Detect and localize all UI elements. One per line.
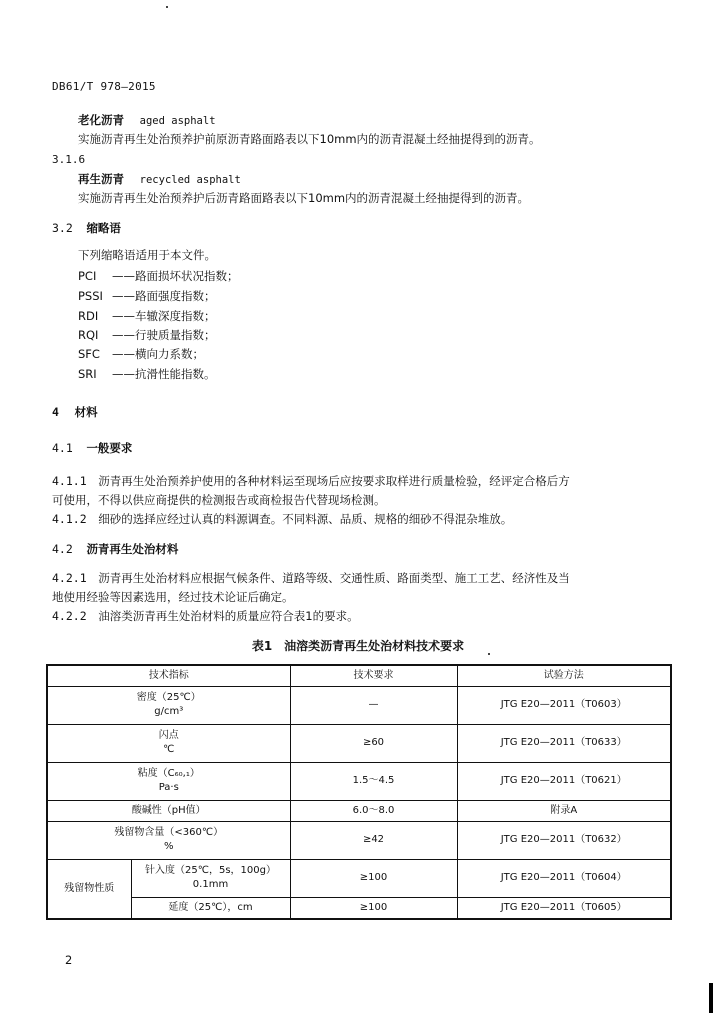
requirement-cell: — [290,686,457,724]
header-method: 试验方法 [457,665,671,686]
page-number: 2 [65,953,73,967]
abbr-item [78,346,204,362]
method-cell: JTG E20—2011（T0605） [457,897,671,919]
scan-speck [166,6,168,8]
header-requirement: 技术要求 [290,665,457,686]
abbr-desc: ——行驶质量指数； [112,328,216,342]
indicator-name: 残留物含量（<360℃） [114,827,224,838]
term-recycled-cn: 再生沥青 [78,172,124,186]
abbr-item [78,327,216,343]
indicator-name: 针入度（25℃，5s，100g） [145,865,276,876]
section-number: 4.2 [52,542,73,556]
clause-4-1-1-line1 [52,473,570,489]
indicator-name: 密度（25℃） [136,692,201,703]
indicator-name: 粘度（C₆₀,₁） [137,768,200,779]
indicator-cell [47,762,290,800]
indicator-unit: 0.1mm [192,879,229,890]
abbr-item [78,288,216,304]
method-cell: JTG E20—2011（T0632） [457,821,671,859]
clause-4-2-1-line2: 地使用经验等因素选用，经过技术论证后确定。 [52,590,294,604]
term-recycled-en: recycled asphalt [139,174,241,186]
abbr-item [78,366,216,382]
indicator-unit: % [163,841,174,852]
table-row [47,686,671,724]
term-aged-cn: 老化沥青 [78,113,124,127]
indicator-name: 闪点 [158,730,179,741]
abbr-intro: 下列缩略语适用于本文件。 [78,248,216,262]
abbr-code: SFC [78,347,100,361]
table-row [47,897,671,919]
term-aged [78,112,216,129]
abbr-item [78,268,239,284]
clause-4-2-1-line1 [52,570,570,586]
requirement-cell: 6.0～8.0 [290,800,457,821]
requirement-cell: 1.5～4.5 [290,762,457,800]
indicator-cell [131,859,290,897]
clause-number: 4.1.1 [52,474,87,488]
abbr-desc: ——路面损坏状况指数； [112,269,239,283]
indicator-unit: g/cm³ [154,706,184,717]
abbr-code: PSSI [78,289,103,303]
table-row [47,800,671,821]
section-heading-4-2 [52,541,178,557]
abbr-desc: ——路面强度指数； [112,289,216,303]
term-aged-definition: 实施沥青再生处治预养护前原沥青路面路表以下10mm内的沥青混凝土经抽提得到的沥青。 [78,132,541,146]
table-row [47,821,671,859]
method-cell: JTG E20—2011（T0603） [457,686,671,724]
abbr-code: SRI [78,367,97,381]
term-recycled-definition: 实施沥青再生处治预养护后沥青路面路表以下10mm内的沥青混凝土经抽提得到的沥青。 [78,191,530,205]
table-caption: 表1 油溶类沥青再生处治材料技术要求 [251,639,465,653]
indicator-cell [47,724,290,762]
clause-number: 4.1.2 [52,512,87,526]
method-cell: JTG E20—2011（T0621） [457,762,671,800]
requirement-cell: ≥100 [290,897,457,919]
abbr-code: PCI [78,269,97,283]
indicator-cell: 酸碱性（pH值） [47,800,290,821]
method-cell: JTG E20—2011（T0604） [457,859,671,897]
table-row [47,859,671,897]
indicator-cell [47,821,290,859]
clause-4-1-2 [52,511,512,527]
section-number: 4.1 [52,441,73,455]
abbr-code: RQI [78,328,99,342]
clause-number: 4.2.2 [52,609,87,623]
abbr-desc: ——横向力系数； [112,347,204,361]
section-title: 缩略语 [86,221,121,235]
group-label-cell: 残留物性质 [47,859,131,919]
indicator-cell: 延度（25℃），cm [131,897,290,919]
abbr-item [78,308,216,324]
requirement-cell: ≥100 [290,859,457,897]
method-cell: 附录A [457,800,671,821]
chapter-title: 材料 [74,405,98,419]
requirement-cell: ≥60 [290,724,457,762]
section-title: 沥青再生处治材料 [86,542,179,556]
scan-edge-mark [709,983,713,1013]
requirement-cell: ≥42 [290,821,457,859]
table-header-row [47,665,671,686]
clause-text: 细砂的选择应经过认真的料源调查。不同料源、品质、规格的细砂不得混杂堆放。 [98,512,513,526]
header-indicator: 技术指标 [47,665,290,686]
indicator-unit: ℃ [163,744,175,755]
clause-4-1-1-line2: 可使用，不得以供应商提供的检测报告或商检报告代替现场检测。 [52,493,386,507]
clause-text: 油溶类沥青再生处治材料的质量应符合表1的要求。 [98,609,359,623]
clause-text: 沥青再生处治预养护使用的各种材料运至现场后应按要求取样进行质量检验，经评定合格后方 [98,474,570,488]
section-heading-4-1 [52,440,132,456]
method-cell: JTG E20—2011（T0633） [457,724,671,762]
term-aged-en: aged asphalt [139,115,216,127]
chapter-number: 4 [52,405,59,419]
abbr-desc: ——抗滑性能指数。 [112,367,216,381]
section-title: 一般要求 [86,441,133,455]
chapter-heading-4 [52,404,98,420]
scan-speck [488,653,490,655]
term-recycled [78,171,241,188]
table-row [47,724,671,762]
section-number: 3.2 [52,221,73,235]
clause-number-3-1-6: 3.1.6 [52,153,86,166]
clause-number: 4.2.1 [52,571,87,585]
abbr-desc: ——车辙深度指数； [112,309,216,323]
abbr-code: RDI [78,309,99,323]
indicator-unit: Pa·s [158,782,179,793]
clause-text: 沥青再生处治材料应根据气候条件、道路等级、交通性质、路面类型、施工工艺、经济性及当 [98,571,570,585]
spec-table [46,664,672,920]
table-row [47,762,671,800]
doc-code-header: DB61/T 978—2015 [52,80,156,93]
clause-4-2-2 [52,608,359,624]
section-heading-3-2 [52,220,121,236]
indicator-cell [47,686,290,724]
